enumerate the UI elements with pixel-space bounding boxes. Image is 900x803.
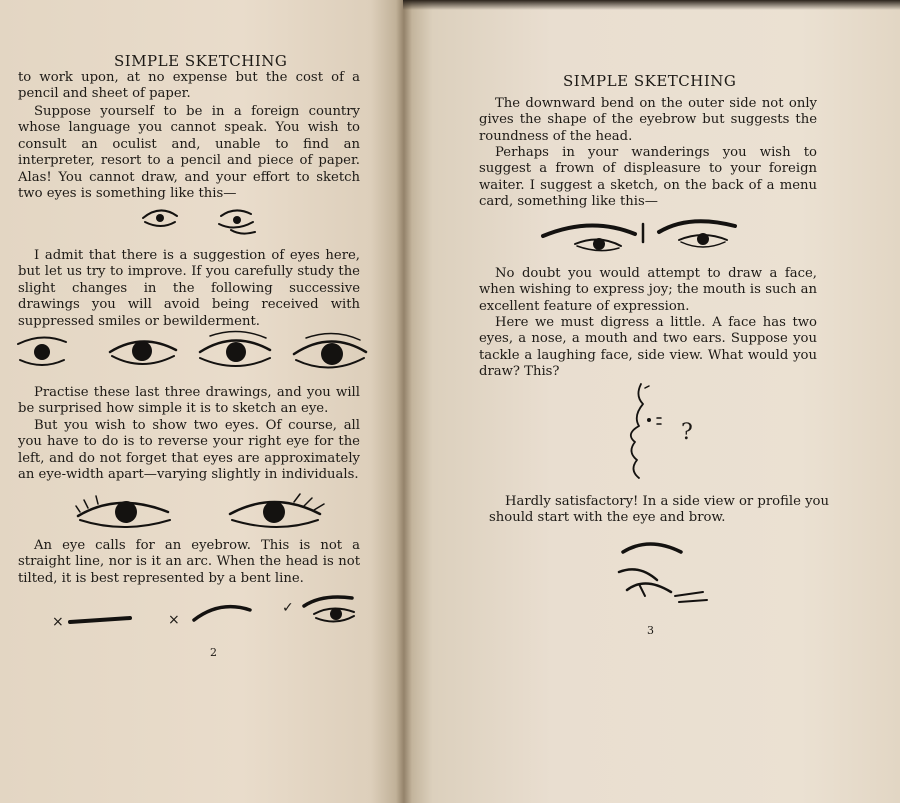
crude-laughing-profile xyxy=(615,380,675,490)
right-page-number: 3 xyxy=(647,624,654,637)
correct-mark: ✓ xyxy=(282,600,294,616)
book-gutter xyxy=(396,0,412,803)
top-shadow xyxy=(403,0,900,10)
left-page xyxy=(0,0,403,803)
left-paragraph-2: Suppose yourself to be in a foreign country whose language you cannot speak. You wish to consult an oculist and, unable to find an interpreter, resort to a pencil and piece of paper. Alas! You cannot draw, and your effort to sketch two eyes is something like this— xyxy=(18,104,360,202)
bent-eyebrow-with-eye-example xyxy=(300,592,370,632)
wrong-mark-2: × xyxy=(168,612,180,628)
right-paragraph-3: No doubt you would attempt to draw a face, when wishing to express joy; the mouth is such an excellent feature of expression. xyxy=(479,266,817,314)
crude-eyes-illustration xyxy=(135,200,265,245)
progressive-eye-drawings xyxy=(14,330,374,380)
left-paragraph-5: But you wish to show two eyes. Of course, all you have to do is to reverse your right eye for the left, and do not forget that eyes are approximately an eye-width apart—varying slightly in individuals. xyxy=(18,418,360,483)
profile-eye-and-brow xyxy=(615,538,715,613)
left-page-number: 2 xyxy=(210,646,217,659)
right-page-header: SIMPLE SKETCHING xyxy=(563,72,737,90)
pair-of-eyes-illustration xyxy=(74,490,334,535)
right-page xyxy=(403,0,900,803)
right-paragraph-1: The downward bend on the outer side not only gives the shape of the eyebrow but suggests the roundness of the head. xyxy=(479,96,817,144)
straight-eyebrow-example xyxy=(68,610,138,630)
left-paragraph-1: to work upon, at no expense but the cost of a pencil and sheet of paper. xyxy=(18,70,360,102)
right-paragraph-4: Here we must digress a little. A face has two eyes, a nose, a mouth and two ears. Suppose you tackle a laughing face, side view. What would you draw? This? xyxy=(479,315,817,380)
left-paragraph-4: Practise these last three drawings, and you will be surprised how simple it is to sketch an eye. xyxy=(18,385,360,417)
right-paragraph-5: Hardly satisfactory! In a side view or profile you should start with the eye and brow. xyxy=(489,494,829,526)
arc-eyebrow-example xyxy=(190,600,260,625)
question-mark: ? xyxy=(681,420,693,445)
left-page-header: SIMPLE SKETCHING xyxy=(114,52,288,70)
right-paragraph-2: Perhaps in your wanderings you wish to suggest a frown of displeasure to your foreign waiter. I suggest a sketch, on the back of a menu card, something like this— xyxy=(479,145,817,210)
left-paragraph-3: I admit that there is a suggestion of eyes here, but let us try to improve. If you carefully study the slight changes in the following successive drawings you will avoid being received with suppressed smiles or bewilderment. xyxy=(18,248,360,329)
frowning-eyes-illustration xyxy=(539,212,779,262)
left-paragraph-6: An eye calls for an eyebrow. This is not a straight line, nor is it an arc. When the head is not tilted, it is best represented by a bent line. xyxy=(18,538,360,586)
wrong-mark-1: × xyxy=(52,614,64,630)
